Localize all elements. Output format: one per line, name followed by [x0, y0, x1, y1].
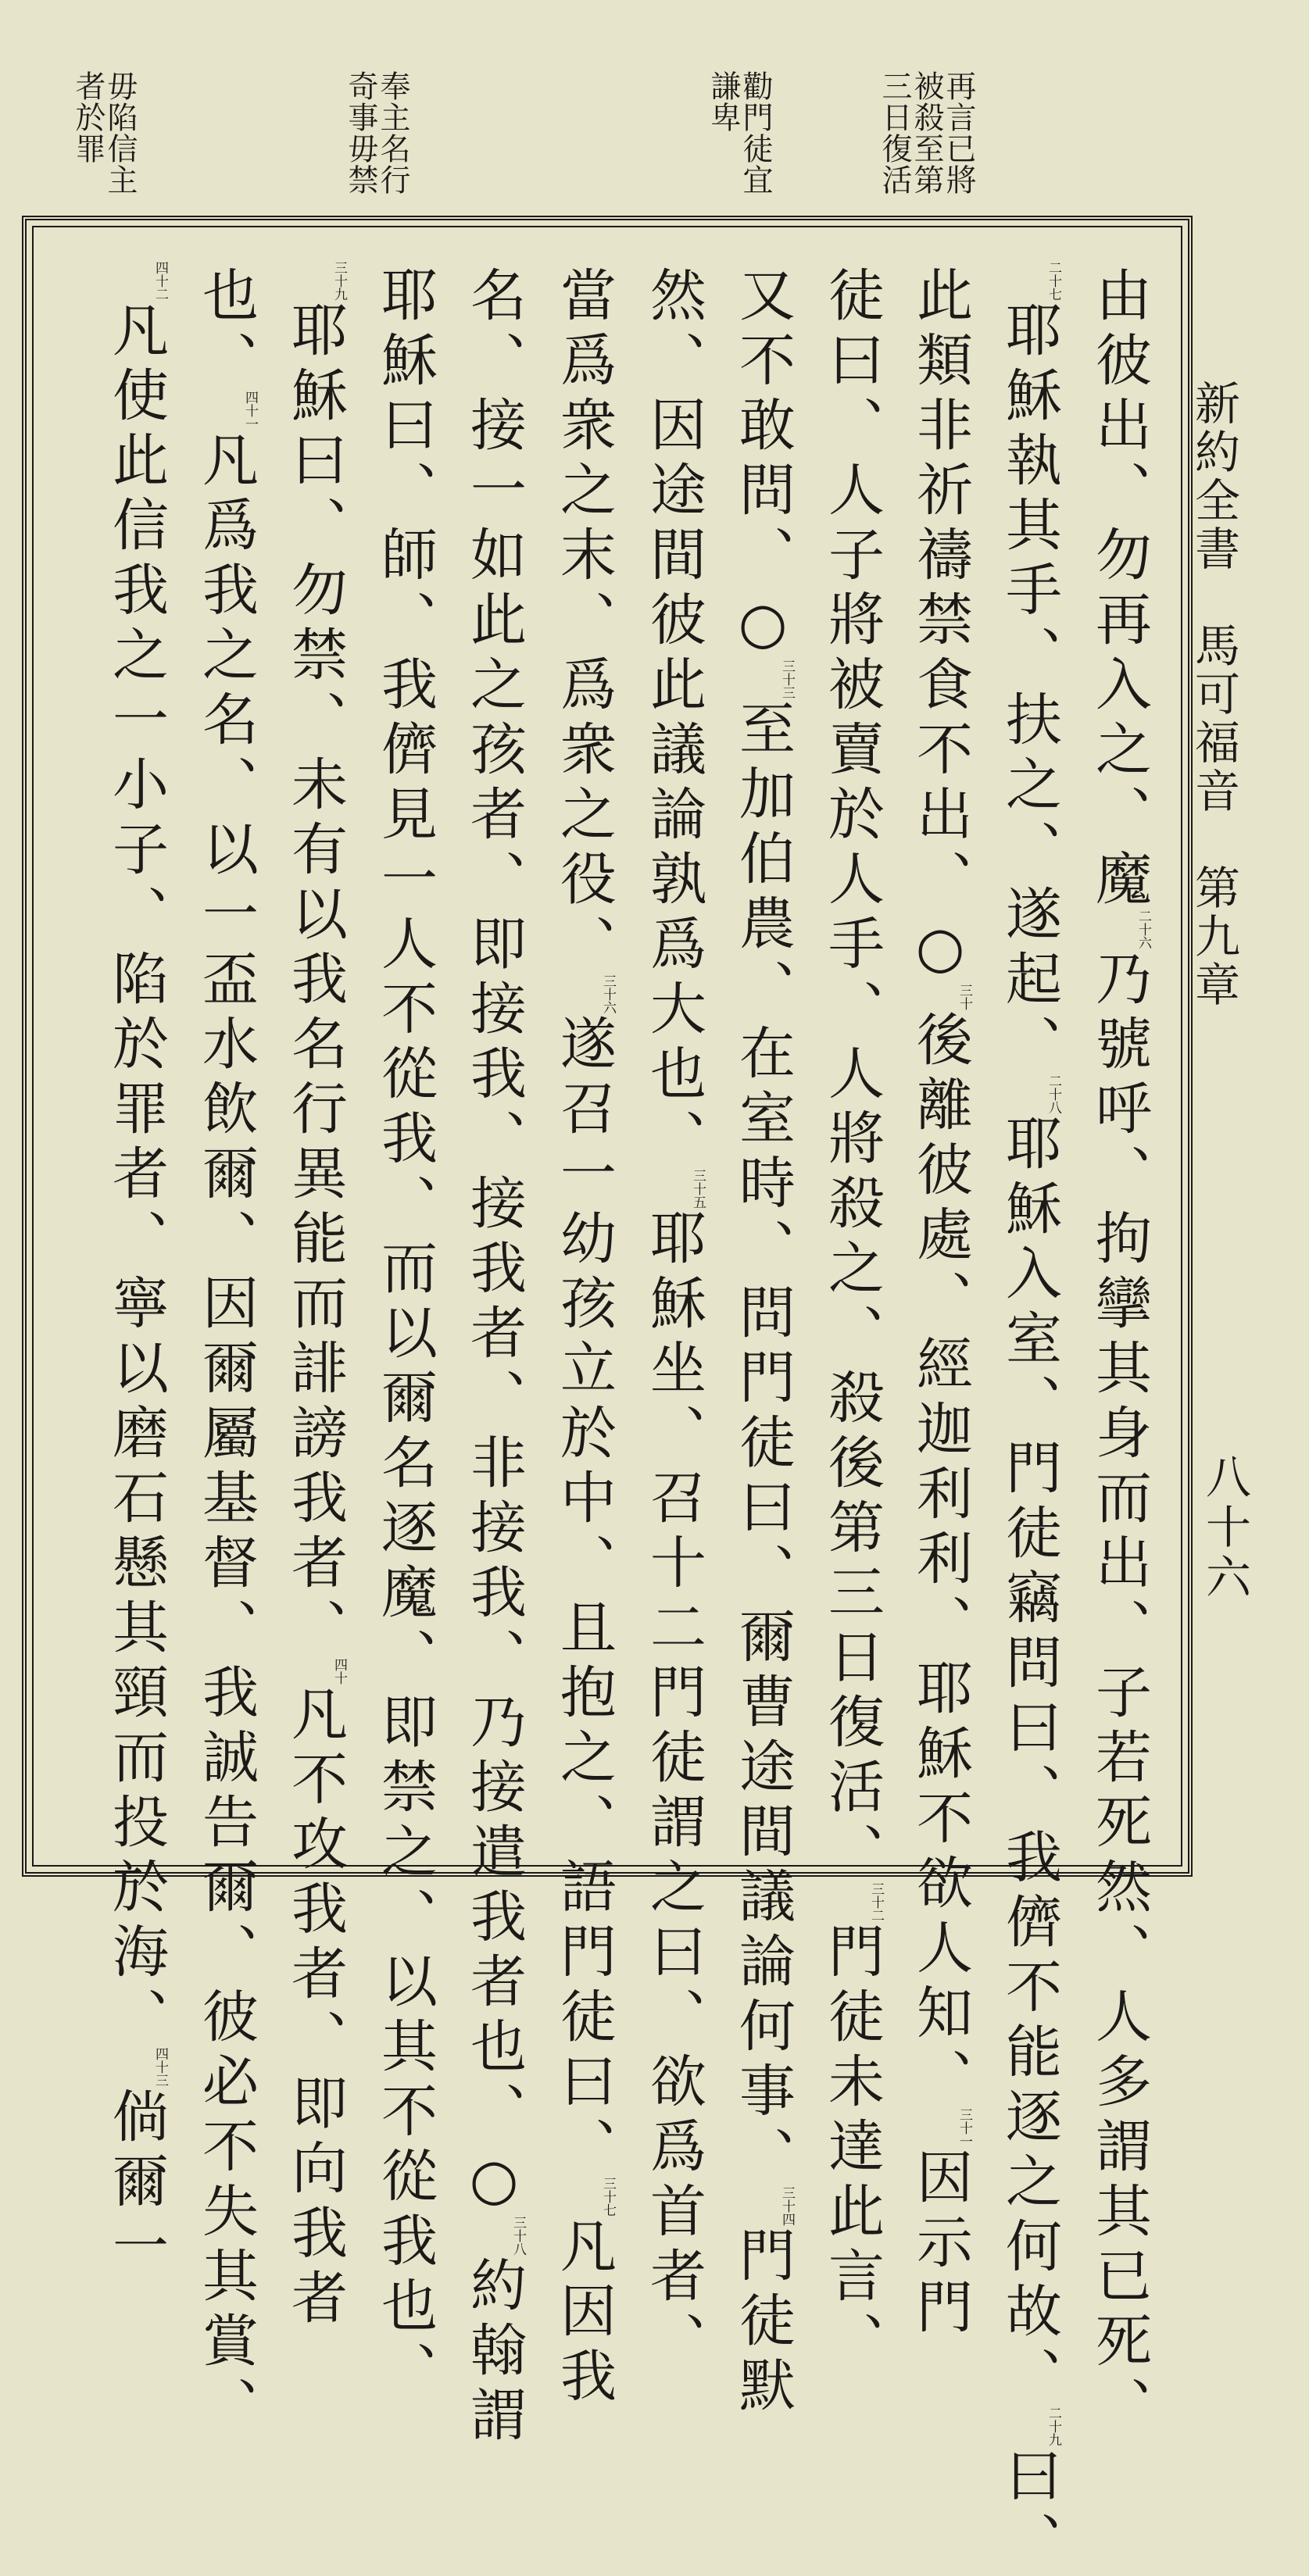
- verse-number: 三十八: [510, 2216, 526, 2256]
- text-column: [907, 266, 973, 2342]
- text-column: [730, 266, 796, 2421]
- text-column: [641, 266, 706, 2376]
- text-column: [819, 266, 885, 2376]
- verse-text: 凡使此信我之一小子、陷於罪者、寧以磨石懸其頸而投於海、: [103, 301, 169, 2052]
- verse-number: 三十四: [779, 2186, 795, 2226]
- verse-text: 約翰謂: [461, 2256, 527, 2450]
- text-column: [996, 261, 1062, 2576]
- verse-number: 四十二: [152, 261, 168, 301]
- text-column: [1086, 266, 1152, 2441]
- text-column: [282, 261, 348, 2333]
- verse-number: 四十: [331, 1658, 347, 1685]
- verse-text: 耶穌入室、門徒竊問曰、我儕不能逐之何故、: [996, 1114, 1062, 2411]
- verse-text: 後離彼處、經迦利利、耶穌不欲人知、: [907, 1010, 973, 2113]
- verse-text: 因示門: [907, 2148, 973, 2342]
- verse-number: 三十六: [600, 974, 616, 1014]
- verse-number: 四十一: [242, 391, 258, 431]
- text-column: [551, 266, 617, 2411]
- verse-text: 曰、: [996, 2446, 1062, 2576]
- verse-text: 耶穌曰、勿禁、未有以我名行異能而誹謗我者、: [282, 301, 348, 1663]
- verse-text: 名、接一如此之孩者、即接我、接我者、非接我、乃接遣我者也、○: [461, 266, 527, 2221]
- verse-text: 又不敢問、○: [730, 266, 796, 664]
- verse-text: 耶穌曰、師、我儕見一人不從我、而以爾名逐魔、即禁之、以其不從我也、: [372, 266, 438, 2406]
- margin-note-1: 再言已將 被殺至第 三日復活: [877, 70, 976, 195]
- verse-text: 凡不攻我者、即向我者: [282, 1685, 348, 2333]
- text-column: [103, 261, 169, 2281]
- verse-text: 徒曰、人子將被賣於人手、人將殺之、殺後第三日復活、: [819, 266, 885, 1887]
- verse-number: 三十九: [331, 261, 347, 301]
- running-header: 新約全書 馬可福音 第九章: [1187, 380, 1240, 1009]
- text-column: [461, 266, 527, 2450]
- verse-number: 二十七: [1046, 261, 1061, 301]
- verse-number: 四十三: [152, 2047, 168, 2087]
- margin-note-4: 毋陷信主 者於罪: [70, 70, 138, 195]
- verse-text: 乃號呼、拘攣其身而出、子若死然、人多謂其已死、: [1086, 949, 1152, 2441]
- verse-text: 由彼出、勿再入之、魔: [1086, 266, 1152, 914]
- verse-number: 三十五: [690, 1169, 706, 1209]
- verse-number: 二十九: [1046, 2406, 1061, 2446]
- margin-note-2: 勸門徒宜 謙卑: [706, 70, 773, 195]
- verse-text: 至加伯農、在室時、問門徒曰、爾曹途間議論何事、: [730, 699, 796, 2191]
- verse-text: 當爲衆之末、爲衆之役、: [551, 266, 617, 979]
- verse-text: 凡因我: [551, 2217, 617, 2411]
- verse-text: 遂召一幼孩立於中、且抱之、語門徒曰、: [551, 1014, 617, 2181]
- verse-text: 門徒默: [730, 2226, 796, 2421]
- verse-text: 倘爾一: [103, 2087, 169, 2281]
- margin-note-3: 奉主名行 奇事毋禁: [343, 70, 410, 195]
- verse-number: 二十八: [1046, 1074, 1061, 1114]
- verse-text: 門徒未達此言、: [819, 1922, 885, 2376]
- verse-text: 凡爲我之名、以一盃水飲爾、因爾屬基督、我誠告爾、彼必不失其賞、: [193, 431, 259, 2441]
- verse-number: 三十七: [600, 2177, 616, 2217]
- verse-number: 三十一: [957, 2108, 972, 2148]
- verse-text: 然、因途間彼此議論孰爲大也、: [641, 266, 706, 1174]
- page-number: 八十六: [1198, 1453, 1251, 1603]
- verse-number: 三十三: [779, 659, 795, 699]
- text-column: [372, 266, 438, 2406]
- verse-number: 三十: [957, 984, 972, 1010]
- verse-text: 耶穌執其手、扶之、遂起、: [996, 301, 1062, 1079]
- verse-text: 也、: [193, 266, 259, 395]
- verse-number: 二十六: [1136, 909, 1151, 949]
- text-column: [193, 266, 259, 2441]
- verse-number: 三十二: [868, 1882, 884, 1922]
- verse-text: 耶穌坐、召十二門徒謂之曰、欲爲首者、: [641, 1209, 706, 2376]
- verse-text: 此類非祈禱禁食不出、○: [907, 266, 973, 988]
